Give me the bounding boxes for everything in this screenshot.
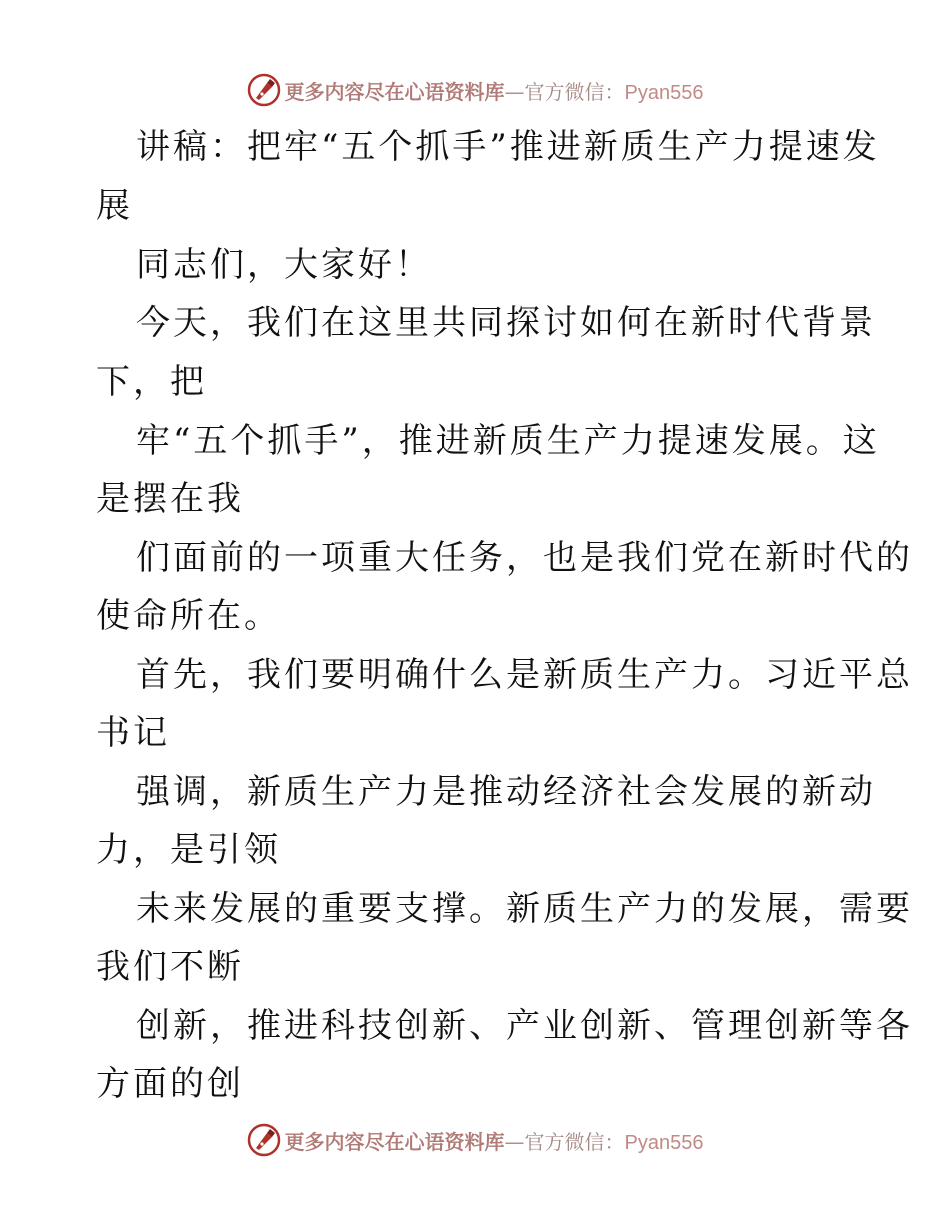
doc-line: 力，是引领 [96,830,281,870]
watermark-text [285,1126,704,1155]
watermark-wechat-id: Pyan556 [624,81,704,104]
footer-watermark-banner [0,1120,950,1160]
doc-line: 创新，推进科技创新、产业创新、管理创新等各 [136,1006,913,1046]
doc-line: 们面前的一项重大任务，也是我们党在新时代的 [136,538,913,578]
watermark-separator: — [504,1129,525,1154]
doc-line: 未来发展的重要支撑。新质生产力的发展，需要 [136,889,913,929]
watermark-site-text: 更多内容尽在心语资料库 [284,79,505,104]
doc-line: 书记 [96,713,170,753]
doc-line: 下，把 [96,362,207,402]
doc-line: 使命所在。 [96,596,281,636]
watermark-separator: — [504,79,525,104]
doc-line: 今天，我们在这里共同探讨如何在新时代背景 [136,303,876,343]
doc-line: 是摆在我 [96,479,244,519]
doc-line: 同志们，大家好！ [136,245,432,285]
watermark-wechat-id: Pyan556 [624,1131,704,1154]
doc-line: 我们不断 [96,947,244,987]
doc-line: 牢“五个抓手”，推进新质生产力提速发展。这 [136,421,880,461]
watermark-text [285,76,704,105]
doc-line: 方面的创 [96,1064,244,1104]
doc-line: 首先，我们要明确什么是新质生产力。习近平总 [136,655,913,695]
watermark-wechat-label: 官方微信： [524,79,625,104]
doc-title-line: 讲稿：把牢“五个抓手”推进新质生产力提速发 [136,127,880,167]
header-watermark-banner [0,70,950,110]
watermark-site-text: 更多内容尽在心语资料库 [284,1129,505,1154]
pen-nib-logo-icon [247,73,281,107]
doc-title-line-cont: 展 [96,186,133,226]
watermark-wechat-label: 官方微信： [524,1129,625,1154]
doc-line: 强调，新质生产力是推动经济社会发展的新动 [136,772,876,812]
pen-nib-logo-icon [247,1123,281,1157]
